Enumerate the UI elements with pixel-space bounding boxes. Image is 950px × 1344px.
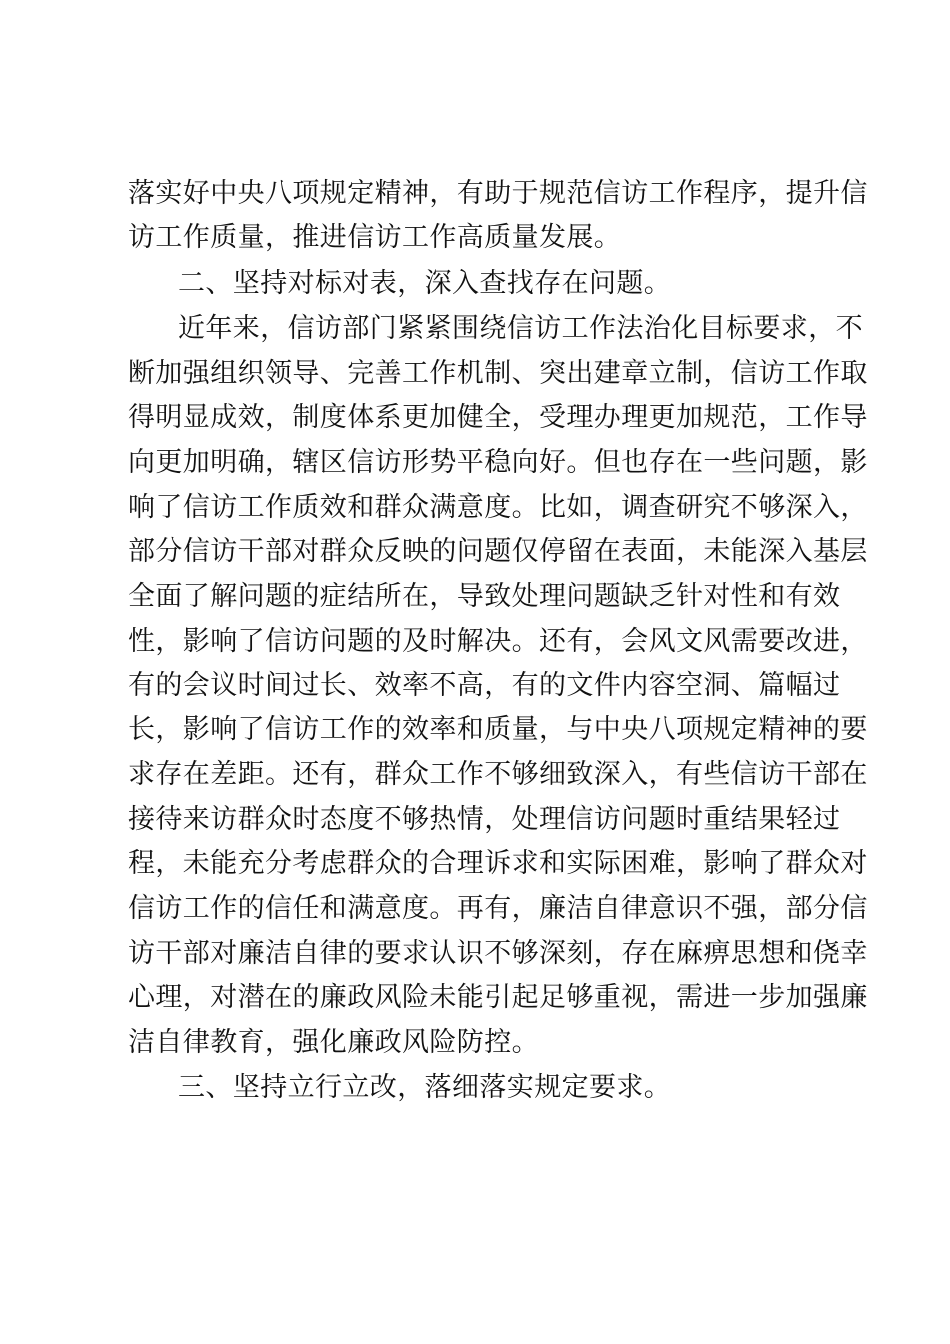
text-line: 信访工作的信任和满意度。再有，廉洁自律意识不强，部分信 xyxy=(128,893,868,924)
text-line: 全面了解问题的症结所在，导致处理问题缺乏针对性和有效 xyxy=(128,581,841,612)
text-line: 性，影响了信访问题的及时解决。还有，会风文风需要改进， xyxy=(128,626,868,657)
text-line: 得明显成效，制度体系更加健全，受理办理更加规范，工作导 xyxy=(128,402,868,433)
text-line: 程，未能充分考虑群众的合理诉求和实际困难，影响了群众对 xyxy=(128,848,868,879)
section-heading-3: 三、坚持立行立改，落细落实规定要求。 xyxy=(178,1072,672,1103)
text-line: 有的会议时间过长、效率不高，有的文件内容空洞、篇幅过 xyxy=(128,670,841,701)
text-line: 接待来访群众时态度不够热情，处理信访问题时重结果轻过 xyxy=(128,804,841,835)
text-line: 响了信访工作质效和群众满意度。比如，调查研究不够深入， xyxy=(128,492,868,523)
text-line: 断加强组织领导、完善工作机制、突出建章立制，信访工作取 xyxy=(128,358,868,389)
text-line: 洁自律教育，强化廉政风险防控。 xyxy=(128,1027,539,1058)
text-line: 访干部对廉洁自律的要求认识不够深刻，存在麻痹思想和侥幸 xyxy=(128,938,868,969)
text-line: 部分信访干部对群众反映的问题仅停留在表面，未能深入基层 xyxy=(128,536,868,567)
text-line: 心理，对潜在的廉政风险未能引起足够重视，需进一步加强廉 xyxy=(128,982,868,1013)
text-line: 落实好中央八项规定精神，有助于规范信访工作程序，提升信 xyxy=(128,178,868,209)
section-heading-2: 二、坚持对标对表，深入查找存在问题。 xyxy=(178,268,672,299)
text-line: 近年来，信访部门紧紧围绕信访工作法治化目标要求，不 xyxy=(178,313,863,344)
text-line: 长，影响了信访工作的效率和质量，与中央八项规定精神的要 xyxy=(128,714,868,745)
text-line: 向更加明确，辖区信访形势平稳向好。但也存在一些问题，影 xyxy=(128,447,868,478)
text-line: 求存在差距。还有，群众工作不够细致深入，有些信访干部在 xyxy=(128,759,868,790)
text-line: 访工作质量，推进信访工作高质量发展。 xyxy=(128,222,622,253)
